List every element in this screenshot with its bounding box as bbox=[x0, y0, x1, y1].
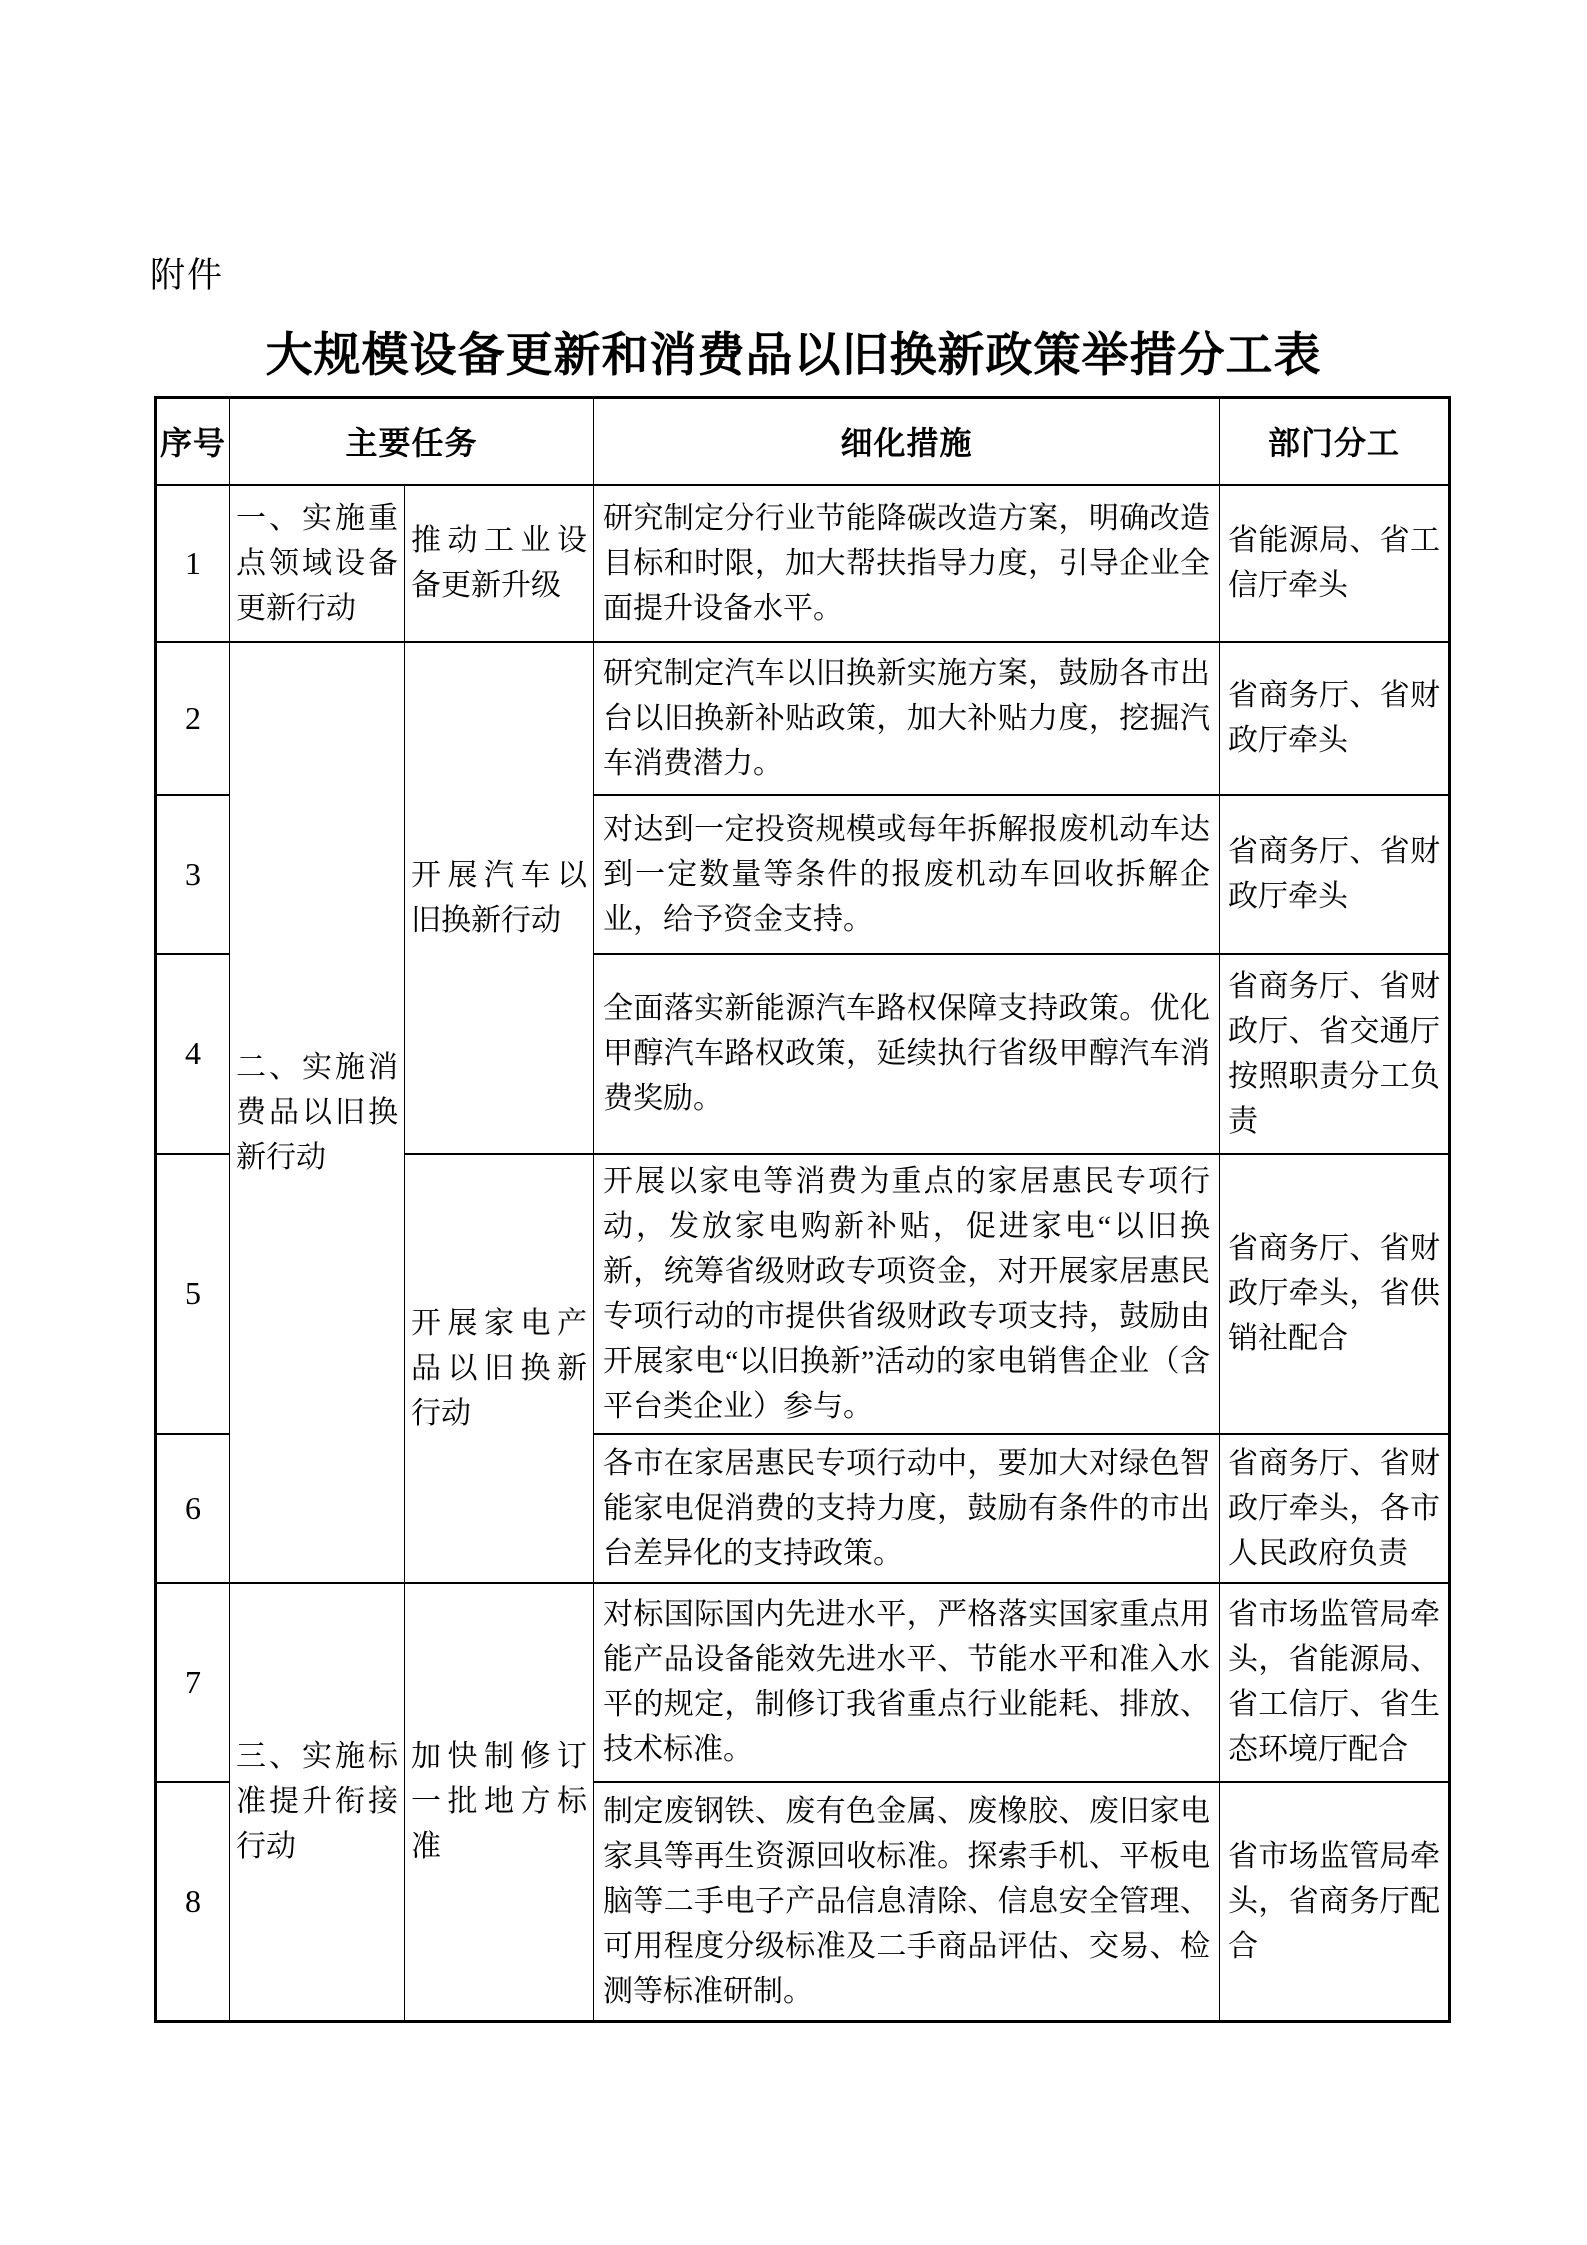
division-cell: 省商务厅、省财政厅牵头 bbox=[1220, 642, 1450, 795]
table-row bbox=[156, 1583, 1450, 1782]
row-index: 2 bbox=[156, 642, 230, 795]
category-cell: 二、实施消费品以旧换新行动 bbox=[230, 642, 405, 1583]
header-measures: 细化措施 bbox=[594, 398, 1220, 485]
subtask-cell: 开展家电产品以旧换新行动 bbox=[405, 1154, 594, 1583]
header-index: 序号 bbox=[156, 398, 230, 485]
header-row bbox=[156, 398, 1450, 485]
category-cell: 一、实施重点领域设备更新行动 bbox=[230, 485, 405, 642]
row-index: 6 bbox=[156, 1434, 230, 1583]
subtask-cell: 加快制修订一批地方标准 bbox=[405, 1583, 594, 2022]
table-row bbox=[156, 485, 1450, 642]
row-index: 7 bbox=[156, 1583, 230, 1782]
measure-cell: 开展以家电等消费为重点的家居惠民专项行动，发放家电购新补贴，促进家电“以旧换新，统筹省级财政专项资金，对开展家居惠民专项行动的市提供省级财政专项支持，鼓励由开展家电“以旧换新”活动的家电销售企业（含平台类企业）参与。 bbox=[594, 1154, 1220, 1434]
division-cell: 省商务厅、省财政厅、省交通厅按照职责分工负责 bbox=[1220, 954, 1450, 1154]
subtask-cell: 开展汽车以旧换新行动 bbox=[405, 642, 594, 1154]
header-main-task: 主要任务 bbox=[230, 398, 594, 485]
measure-cell: 各市在家居惠民专项行动中，要加大对绿色智能家电促消费的支持力度，鼓励有条件的市出台差异化的支持政策。 bbox=[594, 1434, 1220, 1583]
division-cell: 省能源局、省工信厅牵头 bbox=[1220, 485, 1450, 642]
division-table bbox=[154, 396, 1451, 2023]
measure-cell: 研究制定分行业节能降碳改造方案，明确改造目标和时限，加大帮扶指导力度，引导企业全面提升设备水平。 bbox=[594, 485, 1220, 642]
measure-cell: 对标国际国内先进水平，严格落实国家重点用能产品设备能效先进水平、节能水平和准入水平的规定，制修订我省重点行业能耗、排放、技术标准。 bbox=[594, 1583, 1220, 1782]
division-cell: 省商务厅、省财政厅牵头 bbox=[1220, 795, 1450, 954]
category-cell: 三、实施标准提升衔接行动 bbox=[230, 1583, 405, 2022]
division-cell: 省商务厅、省财政厅牵头，各市人民政府负责 bbox=[1220, 1434, 1450, 1583]
division-cell: 省市场监管局牵头，省能源局、省工信厅、省生态环境厅配合 bbox=[1220, 1583, 1450, 1782]
page-title: 大规模设备更新和消费品以旧换新政策举措分工表 bbox=[265, 330, 1322, 382]
row-index: 1 bbox=[156, 485, 230, 642]
measure-cell: 制定废钢铁、废有色金属、废橡胶、废旧家电家具等再生资源回收标准。探索手机、平板电脑等二手电子产品信息清除、信息安全管理、可用程度分级标准及二手商品评估、交易、检测等标准研制。 bbox=[594, 1782, 1220, 2022]
row-index: 4 bbox=[156, 954, 230, 1154]
division-cell: 省市场监管局牵头，省商务厅配合 bbox=[1220, 1782, 1450, 2022]
measure-cell: 研究制定汽车以旧换新实施方案，鼓励各市出台以旧换新补贴政策，加大补贴力度，挖掘汽车消费潜力。 bbox=[594, 642, 1220, 795]
header-division: 部门分工 bbox=[1220, 398, 1450, 485]
measure-cell: 对达到一定投资规模或每年拆解报废机动车达到一定数量等条件的报废机动车回收拆解企业，给予资金支持。 bbox=[594, 795, 1220, 954]
division-cell: 省商务厅、省财政厅牵头，省供销社配合 bbox=[1220, 1154, 1450, 1434]
table-row bbox=[156, 642, 1450, 795]
row-index: 5 bbox=[156, 1154, 230, 1434]
measure-cell: 全面落实新能源汽车路权保障支持政策。优化甲醇汽车路权政策，延续执行省级甲醇汽车消费奖励。 bbox=[594, 954, 1220, 1154]
subtask-cell: 推动工业设备更新升级 bbox=[405, 485, 594, 642]
row-index: 3 bbox=[156, 795, 230, 954]
attachment-label: 附件 bbox=[150, 256, 225, 295]
row-index: 8 bbox=[156, 1782, 230, 2022]
